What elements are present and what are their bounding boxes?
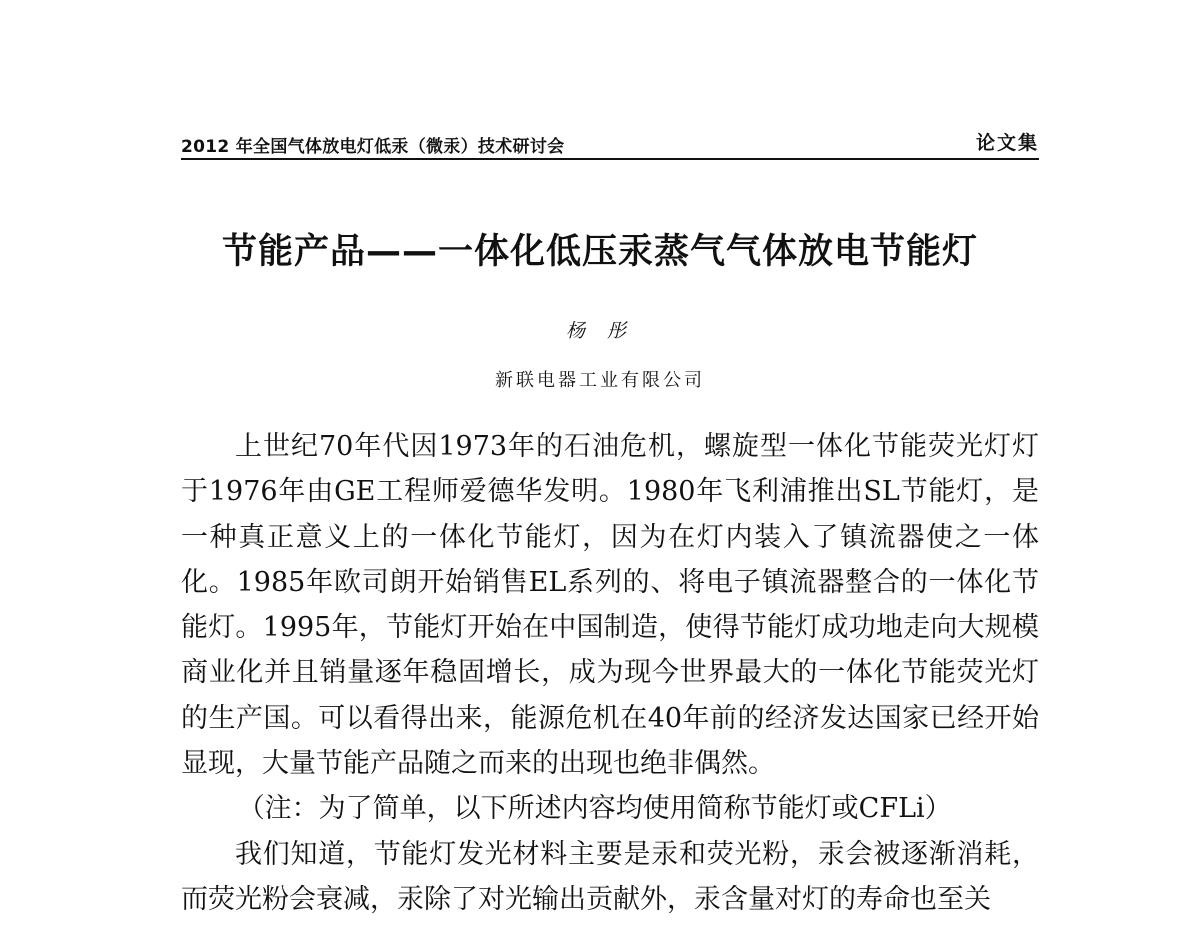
author-affiliation: 新联电器工业有限公司 — [495, 370, 705, 391]
conference-name: 2012 年全国气体放电灯低汞（微汞）技术研讨会 — [181, 137, 565, 157]
author-name: 杨 彤 — [565, 320, 635, 342]
body-text — [181, 424, 1039, 922]
paper-title: 节能产品——一体化低压汞蒸气气体放电节能灯 — [221, 232, 978, 272]
running-header — [181, 124, 1039, 160]
paragraph-materials: 我们知道，节能灯发光材料主要是汞和荧光粉，汞会被逐渐消耗，而荧光粉会衰减，汞除了对光输出贡献外，汞含量对灯的寿命也至关 — [181, 838, 1039, 915]
paragraph-history: 上世纪70年代因1973年的石油危机，螺旋型一体化节能荧光灯灯于1976年由GE工程师爱德华发明。1980年飞利浦推出SL节能灯，是一种真正意义上的一体化节能灯，因为在灯内装入了镇流器使之一体化。1985年欧司朗开始销售EL系列的、将电子镇流器整合的一体化节能灯。1995年，节能灯开始在中国制造，使得节能灯成功地走向大规模商业化并且销量逐年稳固增长，成为现今世界最大的一体化节能荧光灯的生产国。可以看得出来，能源危机在40年前的经济发达国家已经开始显现，大量节能产品随之而来的出现也绝非偶然。 — [181, 431, 1039, 780]
paragraph-note: （注：为了简单，以下所述内容均使用简称节能灯或CFLi） — [237, 793, 952, 825]
section-label: 论文集 — [975, 132, 1039, 154]
